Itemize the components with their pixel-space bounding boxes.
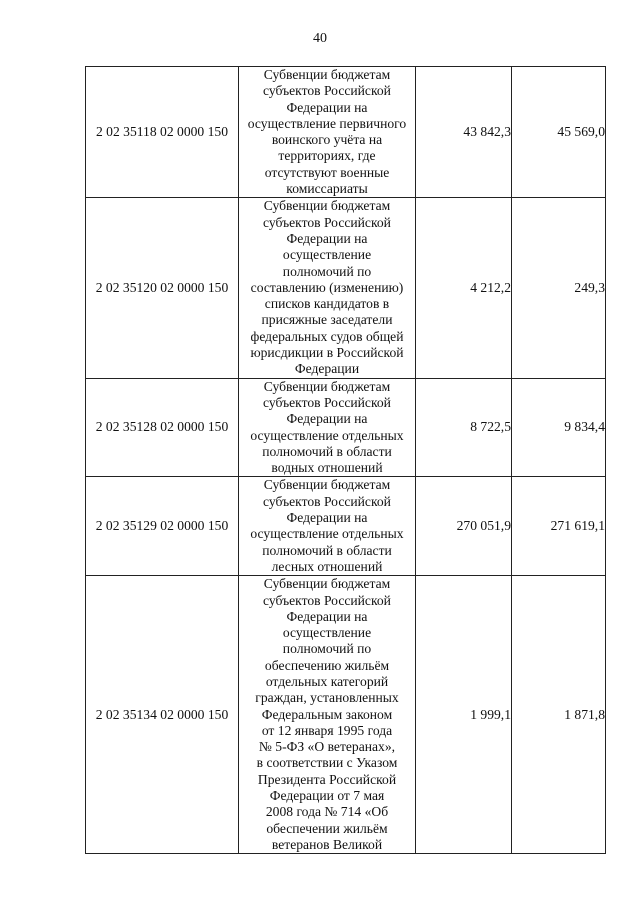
description-line: лесных отношений — [271, 558, 383, 574]
description-line: Субвенции бюджетам — [263, 378, 391, 394]
description-line: осуществление первичного — [247, 115, 407, 131]
description-line: Федерации на — [286, 608, 368, 624]
table-row — [86, 67, 606, 198]
description-line: осуществление — [282, 247, 372, 263]
budget-code-cell: 2 02 35120 02 0000 150 — [86, 198, 239, 378]
description-line: полномочий по — [282, 641, 372, 657]
description-line: отсутствуют военные — [264, 164, 390, 180]
description-line: субъектов Российской — [263, 214, 391, 230]
description-line: обеспечении жильём — [266, 820, 388, 836]
description-line: от 12 января 1995 года — [261, 722, 393, 738]
amount-second-cell: 1 871,8 — [512, 576, 606, 854]
table-row — [86, 198, 606, 378]
description-line: № 5-ФЗ «О ветеранах», — [258, 739, 396, 755]
amount-first-cell: 1 999,1 — [416, 576, 512, 854]
amount-first-cell: 8 722,5 — [416, 378, 512, 477]
description-line: отдельных категорий — [265, 673, 389, 689]
page-number: 40 — [313, 31, 327, 46]
description-line: осуществление — [282, 625, 372, 641]
description-line: Федеральным законом — [261, 706, 393, 722]
description-cell — [239, 576, 416, 854]
description-line: Федерации на — [286, 411, 368, 427]
description-line: Федерации на — [286, 510, 368, 526]
description-line: ветеранов Великой — [271, 836, 383, 852]
table-row — [86, 477, 606, 576]
description-cell — [239, 198, 416, 378]
description-line: Президента Российской — [257, 771, 397, 787]
description-line: Федерации на — [286, 230, 368, 246]
budget-code-cell: 2 02 35134 02 0000 150 — [86, 576, 239, 854]
amount-first-cell: 4 212,2 — [416, 198, 512, 378]
table-row — [86, 576, 606, 854]
amount-second-cell: 45 569,0 — [512, 67, 606, 198]
description-line: в соответствии с Указом — [256, 755, 398, 771]
description-line: обеспечению жильём — [264, 657, 390, 673]
amount-second-cell: 271 619,1 — [512, 477, 606, 576]
description-line: Субвенции бюджетам — [263, 477, 391, 493]
budget-code-cell: 2 02 35128 02 0000 150 — [86, 378, 239, 477]
description-line: составлению (изменению) — [250, 279, 404, 295]
description-line: Федерации на — [286, 99, 368, 115]
description-cell — [239, 67, 416, 198]
description-line: водных отношений — [271, 460, 383, 476]
budget-table — [85, 66, 606, 854]
description-line: субъектов Российской — [263, 83, 391, 99]
description-line: списков кандидатов в — [264, 296, 390, 312]
description-line: Федерации от 7 мая — [269, 788, 385, 804]
budget-code-cell: 2 02 35118 02 0000 150 — [86, 67, 239, 198]
description-line: присяжные заседатели — [261, 312, 393, 328]
description-line: федеральных судов общей — [250, 328, 404, 344]
description-line: осуществление отдельных — [250, 526, 404, 542]
description-cell — [239, 477, 416, 576]
description-cell — [239, 378, 416, 477]
description-line: Субвенции бюджетам — [263, 67, 391, 82]
description-line: осуществление отдельных — [250, 427, 404, 443]
description-line: воинского учёта на — [271, 132, 383, 148]
table-row — [86, 378, 606, 477]
amount-second-cell: 249,3 — [512, 198, 606, 378]
description-line: полномочий в области — [262, 443, 392, 459]
description-line: субъектов Российской — [263, 592, 391, 608]
description-line: субъектов Российской — [263, 394, 391, 410]
description-line: 2008 года № 714 «Об — [265, 804, 389, 820]
description-line: субъектов Российской — [263, 493, 391, 509]
description-line: полномочий в области — [262, 542, 392, 558]
description-line: территориях, где — [278, 148, 376, 164]
description-line: Субвенции бюджетам — [263, 198, 391, 214]
amount-second-cell: 9 834,4 — [512, 378, 606, 477]
description-line: граждан, установленных — [255, 690, 399, 706]
description-line: Субвенции бюджетам — [263, 576, 391, 592]
description-line: юрисдикции в Российской — [250, 345, 404, 361]
description-line: полномочий по — [282, 263, 372, 279]
description-line: Федерации — [294, 361, 360, 377]
description-line: комиссариаты — [286, 181, 368, 197]
amount-first-cell: 270 051,9 — [416, 477, 512, 576]
budget-code-cell: 2 02 35129 02 0000 150 — [86, 477, 239, 576]
amount-first-cell: 43 842,3 — [416, 67, 512, 198]
